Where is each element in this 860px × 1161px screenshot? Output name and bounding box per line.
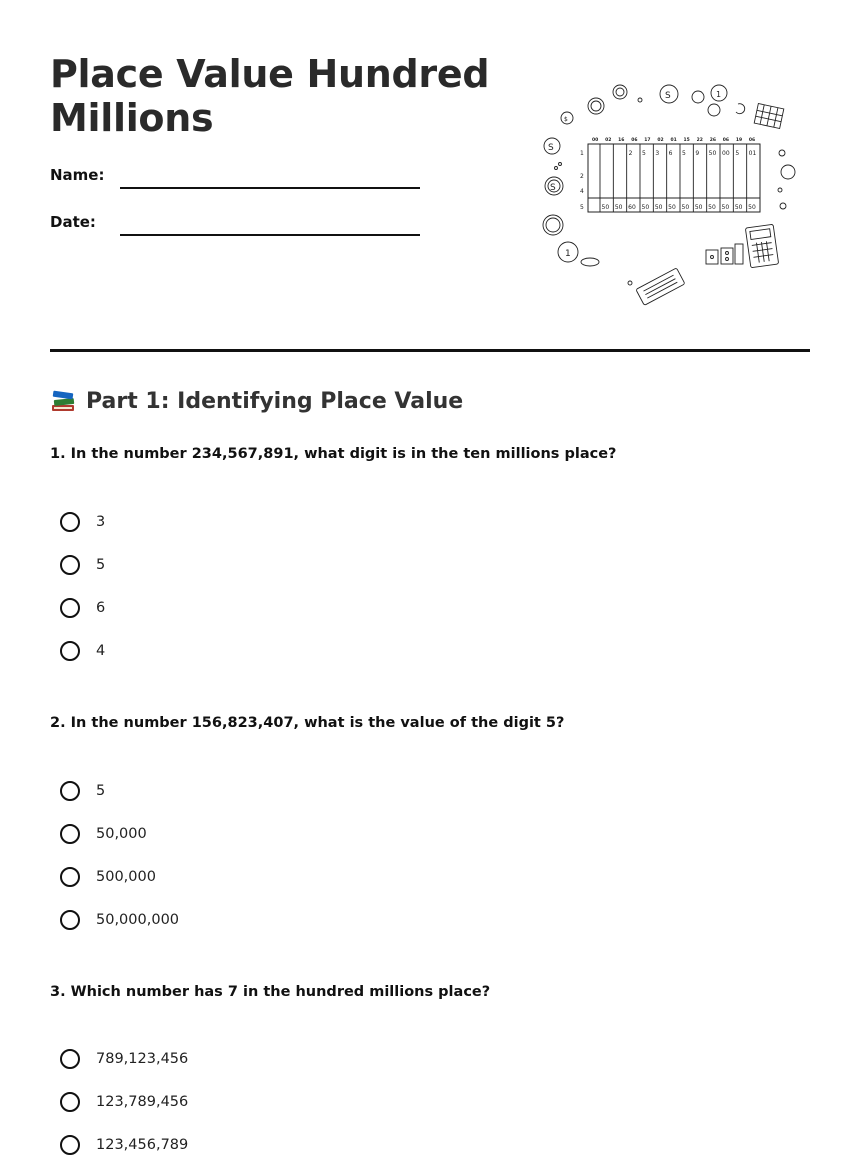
- top-row-digit: 5: [642, 150, 646, 157]
- worksheet-title: [50, 52, 490, 140]
- coin-icon: [711, 85, 727, 101]
- top-row-digit: 5: [682, 150, 686, 157]
- date-label: Date:: [50, 213, 96, 231]
- radio-button[interactable]: [60, 1092, 80, 1112]
- title-line-1: Place Value Hundred: [50, 52, 490, 96]
- header-digit: 02: [605, 138, 612, 143]
- svg-text:$: $: [564, 116, 568, 123]
- bottom-row-digit: 50: [614, 204, 623, 211]
- bottom-row-digit: 50: [708, 204, 716, 211]
- name-label: Name:: [50, 166, 105, 184]
- header-digit: 06: [631, 138, 638, 143]
- radio-button[interactable]: [60, 555, 80, 575]
- question-2-option-d[interactable]: [60, 907, 179, 933]
- question-1-option-a[interactable]: [60, 509, 105, 535]
- coin-icon: [692, 91, 704, 103]
- question-3-option-a[interactable]: [60, 1046, 188, 1072]
- header-digit: 15: [683, 138, 690, 143]
- calculator-icon: [745, 224, 778, 268]
- top-row-digit: 01: [748, 150, 757, 157]
- top-row-digit: 6: [668, 150, 673, 157]
- date-field[interactable]: [120, 234, 420, 236]
- top-row-digit: 2: [628, 150, 633, 157]
- question-3: 3. Which number has 7 in the hundred millions place?: [50, 984, 491, 1000]
- coin-icon: [708, 104, 720, 116]
- bottom-row-digit: 50: [654, 204, 663, 211]
- svg-text:1: 1: [565, 249, 571, 259]
- header-digit: 19: [735, 138, 743, 143]
- row-label: 5: [580, 204, 584, 211]
- header-digit: 06: [748, 138, 756, 143]
- radio-button[interactable]: [60, 641, 80, 661]
- coin-icon: [588, 98, 604, 114]
- header-digit: 06: [722, 138, 730, 143]
- radio-button[interactable]: [60, 512, 80, 532]
- question-2-option-c[interactable]: [60, 864, 156, 890]
- bottom-row-digit: 60: [628, 204, 636, 211]
- header-digit: 00: [592, 138, 599, 143]
- coin-icon: [613, 85, 627, 99]
- radio-button[interactable]: [60, 867, 80, 887]
- option-label: 5: [96, 557, 106, 573]
- bottom-row-digit: 50: [748, 204, 756, 211]
- books-icon: [50, 388, 76, 414]
- question-2-option-a[interactable]: [60, 778, 105, 804]
- top-row-digit: 50: [708, 150, 717, 157]
- question-3-option-c[interactable]: [60, 1132, 188, 1158]
- option-label: 4: [96, 643, 106, 659]
- option-label: 123,789,456: [96, 1094, 189, 1110]
- coin-icon: [543, 215, 563, 235]
- top-row-digit: 00: [722, 150, 730, 157]
- header-digit: 02: [657, 138, 664, 143]
- question-1-option-b[interactable]: [60, 552, 105, 578]
- bottom-row-digit: 50: [721, 204, 730, 211]
- header-digit: 22: [696, 138, 703, 143]
- svg-text:S: S: [548, 143, 554, 153]
- row-label: 2: [580, 173, 584, 180]
- radio-button[interactable]: [60, 910, 80, 930]
- row-label: 4: [580, 188, 584, 195]
- question-1: 1. In the number 234,567,891, what digit is in the ten millions place?: [50, 446, 617, 462]
- header-divider: [50, 349, 810, 352]
- svg-text:1: 1: [716, 90, 722, 99]
- header-digit: 16: [618, 138, 625, 143]
- blocks-icon: [706, 244, 743, 264]
- bottom-row-digit: 50: [734, 204, 743, 211]
- header-digit: 01: [670, 138, 677, 143]
- option-label: 123,456,789: [96, 1137, 189, 1153]
- bottom-row-digit: 50: [694, 204, 703, 211]
- header-digit: 26: [709, 138, 716, 143]
- top-row-digit: 3: [655, 150, 660, 157]
- radio-button[interactable]: [60, 1049, 80, 1069]
- question-3-option-b[interactable]: [60, 1089, 188, 1115]
- place-value-illustration: [530, 78, 810, 308]
- radio-button[interactable]: [60, 824, 80, 844]
- option-label: 3: [96, 514, 106, 530]
- option-label: 500,000: [96, 869, 156, 885]
- radio-button[interactable]: [60, 598, 80, 618]
- option-label: 789,123,456: [96, 1051, 189, 1067]
- option-label: 50,000: [96, 826, 147, 842]
- option-label: 50,000,000: [96, 912, 180, 928]
- top-row-digit: 9: [695, 150, 700, 157]
- keypad-icon: [636, 268, 685, 305]
- coin-icon: [660, 85, 678, 103]
- option-label: 5: [96, 783, 106, 799]
- name-field[interactable]: [120, 187, 420, 189]
- coin-icon: [561, 112, 573, 124]
- title-line-2: Millions: [50, 96, 214, 140]
- question-1-option-d[interactable]: [60, 638, 105, 664]
- section-title: Part 1: Identifying Place Value: [86, 388, 464, 414]
- row-label: 1: [580, 150, 584, 157]
- svg-text:S: S: [665, 91, 671, 101]
- bottom-row-digit: 50: [681, 204, 690, 211]
- radio-button[interactable]: [60, 781, 80, 801]
- bottom-row-digit: 50: [601, 204, 610, 211]
- top-row-digit: 5: [735, 150, 740, 157]
- coin-icon: [558, 242, 578, 262]
- question-2: 2. In the number 156,823,407, what is the value of the digit 5?: [50, 715, 565, 731]
- bottom-row-digit: 50: [668, 204, 676, 211]
- radio-button[interactable]: [60, 1135, 80, 1155]
- section-heading: [50, 388, 463, 414]
- question-2-option-b[interactable]: [60, 821, 147, 847]
- coin-icon: [545, 177, 563, 195]
- coin-icon: [544, 138, 560, 154]
- header-digit: 17: [644, 138, 651, 143]
- svg-text:S: S: [550, 183, 556, 193]
- question-1-option-c[interactable]: [60, 595, 105, 621]
- bottom-row-digit: 50: [641, 204, 650, 211]
- option-label: 6: [96, 600, 106, 616]
